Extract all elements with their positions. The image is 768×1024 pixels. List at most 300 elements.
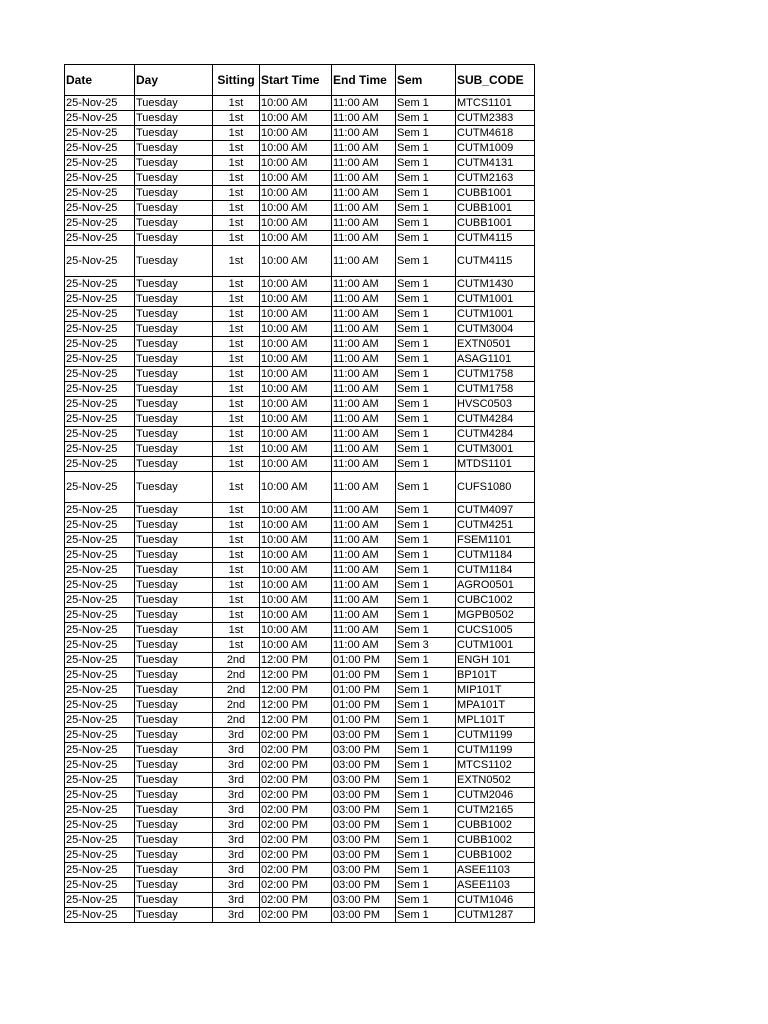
day-cell: Tuesday bbox=[135, 322, 213, 337]
sem-cell: Sem 1 bbox=[396, 126, 456, 141]
end-time-cell: 11:00 AM bbox=[332, 518, 396, 533]
date-cell: 25-Nov-25 bbox=[65, 638, 135, 653]
sitting-cell: 3rd bbox=[213, 818, 260, 833]
date-cell: 25-Nov-25 bbox=[65, 623, 135, 638]
end-time-cell: 11:00 AM bbox=[332, 367, 396, 382]
start-time-cell: 10:00 AM bbox=[260, 427, 332, 442]
start-time-cell: 10:00 AM bbox=[260, 156, 332, 171]
start-time-cell: 02:00 PM bbox=[260, 758, 332, 773]
table-row bbox=[65, 683, 535, 698]
day-cell: Tuesday bbox=[135, 367, 213, 382]
start-time-cell: 10:00 AM bbox=[260, 382, 332, 397]
sem-cell: Sem 1 bbox=[396, 156, 456, 171]
table-row bbox=[65, 623, 535, 638]
day-cell: Tuesday bbox=[135, 503, 213, 518]
sem-cell: Sem 1 bbox=[396, 788, 456, 803]
sitting-cell: 3rd bbox=[213, 758, 260, 773]
start-time-cell: 02:00 PM bbox=[260, 803, 332, 818]
sitting-cell: 3rd bbox=[213, 848, 260, 863]
sub-code-cell: CUCS1005 bbox=[456, 623, 535, 638]
sub-code-cell: CUBB1001 bbox=[456, 186, 535, 201]
sitting-cell: 1st bbox=[213, 593, 260, 608]
day-cell: Tuesday bbox=[135, 111, 213, 126]
day-cell: Tuesday bbox=[135, 472, 213, 503]
sem-cell: Sem 1 bbox=[396, 818, 456, 833]
end-time-cell: 03:00 PM bbox=[332, 863, 396, 878]
sem-cell: Sem 1 bbox=[396, 803, 456, 818]
table-row bbox=[65, 593, 535, 608]
end-time-cell: 11:00 AM bbox=[332, 292, 396, 307]
table-row bbox=[65, 893, 535, 908]
sitting-cell: 1st bbox=[213, 382, 260, 397]
date-cell: 25-Nov-25 bbox=[65, 427, 135, 442]
table-row bbox=[65, 156, 535, 171]
sem-cell: Sem 1 bbox=[396, 397, 456, 412]
start-time-cell: 02:00 PM bbox=[260, 818, 332, 833]
sem-cell: Sem 1 bbox=[396, 758, 456, 773]
sem-cell: Sem 1 bbox=[396, 593, 456, 608]
sitting-cell: 1st bbox=[213, 623, 260, 638]
sitting-cell: 1st bbox=[213, 337, 260, 352]
date-cell: 25-Nov-25 bbox=[65, 216, 135, 231]
date-cell: 25-Nov-25 bbox=[65, 171, 135, 186]
day-cell: Tuesday bbox=[135, 908, 213, 923]
table-row bbox=[65, 743, 535, 758]
sitting-cell: 1st bbox=[213, 457, 260, 472]
sub-code-cell: ENGH 101 bbox=[456, 653, 535, 668]
sem-cell: Sem 1 bbox=[396, 623, 456, 638]
end-time-cell: 11:00 AM bbox=[332, 593, 396, 608]
end-time-cell: 01:00 PM bbox=[332, 653, 396, 668]
sitting-cell: 2nd bbox=[213, 653, 260, 668]
table-row bbox=[65, 292, 535, 307]
sem-cell: Sem 1 bbox=[396, 563, 456, 578]
sitting-cell: 1st bbox=[213, 171, 260, 186]
table-body bbox=[65, 96, 535, 923]
sitting-cell: 1st bbox=[213, 156, 260, 171]
date-cell: 25-Nov-25 bbox=[65, 518, 135, 533]
table-row bbox=[65, 578, 535, 593]
sem-cell: Sem 1 bbox=[396, 457, 456, 472]
table-row bbox=[65, 412, 535, 427]
sub-code-cell: HVSC0503 bbox=[456, 397, 535, 412]
date-cell: 25-Nov-25 bbox=[65, 908, 135, 923]
day-cell: Tuesday bbox=[135, 382, 213, 397]
sub-code-cell: CUTM4618 bbox=[456, 126, 535, 141]
sub-code-cell: EXTN0502 bbox=[456, 773, 535, 788]
end-time-cell: 11:00 AM bbox=[332, 231, 396, 246]
date-cell: 25-Nov-25 bbox=[65, 367, 135, 382]
sitting-cell: 3rd bbox=[213, 893, 260, 908]
table-row bbox=[65, 322, 535, 337]
start-time-cell: 02:00 PM bbox=[260, 908, 332, 923]
day-cell: Tuesday bbox=[135, 698, 213, 713]
date-cell: 25-Nov-25 bbox=[65, 186, 135, 201]
sitting-cell: 3rd bbox=[213, 833, 260, 848]
sub-code-cell: CUTM1184 bbox=[456, 563, 535, 578]
start-time-cell: 10:00 AM bbox=[260, 186, 332, 201]
end-time-cell: 01:00 PM bbox=[332, 698, 396, 713]
sitting-cell: 1st bbox=[213, 111, 260, 126]
end-time-cell: 11:00 AM bbox=[332, 156, 396, 171]
sitting-cell: 2nd bbox=[213, 668, 260, 683]
start-time-cell: 10:00 AM bbox=[260, 457, 332, 472]
start-time-cell: 10:00 AM bbox=[260, 231, 332, 246]
sem-cell: Sem 1 bbox=[396, 352, 456, 367]
sub-code-cell: CUBC1002 bbox=[456, 593, 535, 608]
sem-cell: Sem 1 bbox=[396, 713, 456, 728]
table-row bbox=[65, 307, 535, 322]
date-cell: 25-Nov-25 bbox=[65, 863, 135, 878]
sub-code-cell: CUTM4131 bbox=[456, 156, 535, 171]
day-cell: Tuesday bbox=[135, 713, 213, 728]
sem-cell: Sem 1 bbox=[396, 533, 456, 548]
sem-cell: Sem 1 bbox=[396, 743, 456, 758]
end-time-cell: 11:00 AM bbox=[332, 503, 396, 518]
date-cell: 25-Nov-25 bbox=[65, 548, 135, 563]
start-time-cell: 02:00 PM bbox=[260, 788, 332, 803]
sub-code-cell: CUBB1002 bbox=[456, 818, 535, 833]
sem-cell: Sem 1 bbox=[396, 412, 456, 427]
header-start-time: Start Time bbox=[260, 65, 332, 96]
sem-cell: Sem 1 bbox=[396, 908, 456, 923]
day-cell: Tuesday bbox=[135, 277, 213, 292]
start-time-cell: 10:00 AM bbox=[260, 277, 332, 292]
day-cell: Tuesday bbox=[135, 292, 213, 307]
day-cell: Tuesday bbox=[135, 788, 213, 803]
date-cell: 25-Nov-25 bbox=[65, 578, 135, 593]
sub-code-cell: CUTM1758 bbox=[456, 382, 535, 397]
sitting-cell: 1st bbox=[213, 563, 260, 578]
sem-cell: Sem 1 bbox=[396, 171, 456, 186]
sub-code-cell: CUTM1430 bbox=[456, 277, 535, 292]
sem-cell: Sem 1 bbox=[396, 578, 456, 593]
date-cell: 25-Nov-25 bbox=[65, 141, 135, 156]
date-cell: 25-Nov-25 bbox=[65, 653, 135, 668]
sub-code-cell: CUTM1046 bbox=[456, 893, 535, 908]
sub-code-cell: CUTM1009 bbox=[456, 141, 535, 156]
end-time-cell: 01:00 PM bbox=[332, 683, 396, 698]
date-cell: 25-Nov-25 bbox=[65, 397, 135, 412]
sub-code-cell: MPA101T bbox=[456, 698, 535, 713]
sem-cell: Sem 1 bbox=[396, 216, 456, 231]
sitting-cell: 1st bbox=[213, 307, 260, 322]
end-time-cell: 11:00 AM bbox=[332, 638, 396, 653]
day-cell: Tuesday bbox=[135, 893, 213, 908]
sub-code-cell: CUTM1184 bbox=[456, 548, 535, 563]
sem-cell: Sem 1 bbox=[396, 231, 456, 246]
start-time-cell: 10:00 AM bbox=[260, 608, 332, 623]
end-time-cell: 03:00 PM bbox=[332, 803, 396, 818]
sub-code-cell: CUTM4115 bbox=[456, 246, 535, 277]
sitting-cell: 2nd bbox=[213, 713, 260, 728]
sem-cell: Sem 1 bbox=[396, 307, 456, 322]
sem-cell: Sem 1 bbox=[396, 472, 456, 503]
start-time-cell: 10:00 AM bbox=[260, 246, 332, 277]
end-time-cell: 11:00 AM bbox=[332, 171, 396, 186]
start-time-cell: 10:00 AM bbox=[260, 518, 332, 533]
day-cell: Tuesday bbox=[135, 126, 213, 141]
end-time-cell: 11:00 AM bbox=[332, 307, 396, 322]
day-cell: Tuesday bbox=[135, 593, 213, 608]
start-time-cell: 10:00 AM bbox=[260, 412, 332, 427]
sub-code-cell: CUTM1001 bbox=[456, 638, 535, 653]
sub-code-cell: MPL101T bbox=[456, 713, 535, 728]
day-cell: Tuesday bbox=[135, 96, 213, 111]
start-time-cell: 10:00 AM bbox=[260, 533, 332, 548]
sitting-cell: 1st bbox=[213, 427, 260, 442]
table-row bbox=[65, 503, 535, 518]
date-cell: 25-Nov-25 bbox=[65, 352, 135, 367]
date-cell: 25-Nov-25 bbox=[65, 442, 135, 457]
sem-cell: Sem 1 bbox=[396, 292, 456, 307]
sitting-cell: 1st bbox=[213, 231, 260, 246]
day-cell: Tuesday bbox=[135, 623, 213, 638]
start-time-cell: 10:00 AM bbox=[260, 111, 332, 126]
start-time-cell: 12:00 PM bbox=[260, 668, 332, 683]
table-row bbox=[65, 728, 535, 743]
date-cell: 25-Nov-25 bbox=[65, 307, 135, 322]
sub-code-cell: CUTM4251 bbox=[456, 518, 535, 533]
day-cell: Tuesday bbox=[135, 352, 213, 367]
sub-code-cell: CUTM2046 bbox=[456, 788, 535, 803]
date-cell: 25-Nov-25 bbox=[65, 593, 135, 608]
date-cell: 25-Nov-25 bbox=[65, 533, 135, 548]
sitting-cell: 3rd bbox=[213, 803, 260, 818]
table-row bbox=[65, 201, 535, 216]
day-cell: Tuesday bbox=[135, 728, 213, 743]
sitting-cell: 1st bbox=[213, 352, 260, 367]
date-cell: 25-Nov-25 bbox=[65, 457, 135, 472]
table-row bbox=[65, 668, 535, 683]
start-time-cell: 10:00 AM bbox=[260, 578, 332, 593]
start-time-cell: 10:00 AM bbox=[260, 96, 332, 111]
table-row bbox=[65, 863, 535, 878]
day-cell: Tuesday bbox=[135, 201, 213, 216]
sitting-cell: 1st bbox=[213, 186, 260, 201]
date-cell: 25-Nov-25 bbox=[65, 773, 135, 788]
end-time-cell: 03:00 PM bbox=[332, 743, 396, 758]
end-time-cell: 03:00 PM bbox=[332, 758, 396, 773]
table-row bbox=[65, 231, 535, 246]
header-end-time: End Time bbox=[332, 65, 396, 96]
start-time-cell: 12:00 PM bbox=[260, 653, 332, 668]
start-time-cell: 02:00 PM bbox=[260, 848, 332, 863]
end-time-cell: 03:00 PM bbox=[332, 893, 396, 908]
sitting-cell: 1st bbox=[213, 442, 260, 457]
sitting-cell: 3rd bbox=[213, 908, 260, 923]
end-time-cell: 11:00 AM bbox=[332, 246, 396, 277]
sub-code-cell: CUBB1001 bbox=[456, 216, 535, 231]
start-time-cell: 10:00 AM bbox=[260, 593, 332, 608]
end-time-cell: 11:00 AM bbox=[332, 548, 396, 563]
sub-code-cell: MTCS1102 bbox=[456, 758, 535, 773]
end-time-cell: 03:00 PM bbox=[332, 848, 396, 863]
sitting-cell: 1st bbox=[213, 246, 260, 277]
start-time-cell: 10:00 AM bbox=[260, 201, 332, 216]
table-row bbox=[65, 638, 535, 653]
sem-cell: Sem 1 bbox=[396, 367, 456, 382]
sub-code-cell: BP101T bbox=[456, 668, 535, 683]
table-row bbox=[65, 758, 535, 773]
date-cell: 25-Nov-25 bbox=[65, 803, 135, 818]
end-time-cell: 11:00 AM bbox=[332, 563, 396, 578]
sitting-cell: 2nd bbox=[213, 698, 260, 713]
day-cell: Tuesday bbox=[135, 743, 213, 758]
sub-code-cell: ASEE1103 bbox=[456, 863, 535, 878]
table-row bbox=[65, 382, 535, 397]
end-time-cell: 11:00 AM bbox=[332, 412, 396, 427]
sem-cell: Sem 1 bbox=[396, 878, 456, 893]
start-time-cell: 10:00 AM bbox=[260, 503, 332, 518]
table-row bbox=[65, 397, 535, 412]
sitting-cell: 1st bbox=[213, 638, 260, 653]
date-cell: 25-Nov-25 bbox=[65, 683, 135, 698]
day-cell: Tuesday bbox=[135, 141, 213, 156]
sub-code-cell: AGRO0501 bbox=[456, 578, 535, 593]
table-row bbox=[65, 352, 535, 367]
table-row bbox=[65, 186, 535, 201]
start-time-cell: 02:00 PM bbox=[260, 773, 332, 788]
day-cell: Tuesday bbox=[135, 848, 213, 863]
sub-code-cell: CUTM2165 bbox=[456, 803, 535, 818]
date-cell: 25-Nov-25 bbox=[65, 322, 135, 337]
sub-code-cell: EXTN0501 bbox=[456, 337, 535, 352]
day-cell: Tuesday bbox=[135, 307, 213, 322]
sitting-cell: 3rd bbox=[213, 863, 260, 878]
end-time-cell: 11:00 AM bbox=[332, 277, 396, 292]
sub-code-cell: ASEE1103 bbox=[456, 878, 535, 893]
date-cell: 25-Nov-25 bbox=[65, 788, 135, 803]
header-sub-code: SUB_CODE bbox=[456, 65, 535, 96]
sub-code-cell: CUTM3001 bbox=[456, 442, 535, 457]
header-day: Day bbox=[135, 65, 213, 96]
start-time-cell: 10:00 AM bbox=[260, 337, 332, 352]
end-time-cell: 11:00 AM bbox=[332, 337, 396, 352]
sem-cell: Sem 1 bbox=[396, 322, 456, 337]
sem-cell: Sem 1 bbox=[396, 848, 456, 863]
start-time-cell: 02:00 PM bbox=[260, 833, 332, 848]
end-time-cell: 03:00 PM bbox=[332, 818, 396, 833]
end-time-cell: 11:00 AM bbox=[332, 623, 396, 638]
start-time-cell: 10:00 AM bbox=[260, 623, 332, 638]
sitting-cell: 2nd bbox=[213, 683, 260, 698]
sem-cell: Sem 1 bbox=[396, 863, 456, 878]
sub-code-cell: CUTM1001 bbox=[456, 307, 535, 322]
sitting-cell: 1st bbox=[213, 518, 260, 533]
end-time-cell: 11:00 AM bbox=[332, 126, 396, 141]
start-time-cell: 02:00 PM bbox=[260, 878, 332, 893]
day-cell: Tuesday bbox=[135, 231, 213, 246]
date-cell: 25-Nov-25 bbox=[65, 412, 135, 427]
table-row bbox=[65, 96, 535, 111]
table-row bbox=[65, 803, 535, 818]
sub-code-cell: CUTM4097 bbox=[456, 503, 535, 518]
sitting-cell: 1st bbox=[213, 141, 260, 156]
end-time-cell: 01:00 PM bbox=[332, 713, 396, 728]
day-cell: Tuesday bbox=[135, 518, 213, 533]
sitting-cell: 1st bbox=[213, 201, 260, 216]
sub-code-cell: CUBB1002 bbox=[456, 833, 535, 848]
start-time-cell: 10:00 AM bbox=[260, 397, 332, 412]
date-cell: 25-Nov-25 bbox=[65, 246, 135, 277]
day-cell: Tuesday bbox=[135, 216, 213, 231]
day-cell: Tuesday bbox=[135, 337, 213, 352]
end-time-cell: 11:00 AM bbox=[332, 322, 396, 337]
date-cell: 25-Nov-25 bbox=[65, 292, 135, 307]
sitting-cell: 1st bbox=[213, 503, 260, 518]
date-cell: 25-Nov-25 bbox=[65, 337, 135, 352]
sub-code-cell: CUTM1001 bbox=[456, 292, 535, 307]
sitting-cell: 1st bbox=[213, 367, 260, 382]
day-cell: Tuesday bbox=[135, 608, 213, 623]
date-cell: 25-Nov-25 bbox=[65, 277, 135, 292]
sem-cell: Sem 1 bbox=[396, 246, 456, 277]
sem-cell: Sem 1 bbox=[396, 548, 456, 563]
table-row bbox=[65, 442, 535, 457]
sub-code-cell: CUTM2383 bbox=[456, 111, 535, 126]
end-time-cell: 11:00 AM bbox=[332, 578, 396, 593]
end-time-cell: 11:00 AM bbox=[332, 141, 396, 156]
start-time-cell: 02:00 PM bbox=[260, 728, 332, 743]
date-cell: 25-Nov-25 bbox=[65, 111, 135, 126]
date-cell: 25-Nov-25 bbox=[65, 743, 135, 758]
table-row bbox=[65, 653, 535, 668]
header-sem: Sem bbox=[396, 65, 456, 96]
table-row bbox=[65, 533, 535, 548]
table-row bbox=[65, 833, 535, 848]
sem-cell: Sem 1 bbox=[396, 728, 456, 743]
sub-code-cell: CUTM1199 bbox=[456, 728, 535, 743]
sitting-cell: 1st bbox=[213, 548, 260, 563]
end-time-cell: 03:00 PM bbox=[332, 728, 396, 743]
day-cell: Tuesday bbox=[135, 563, 213, 578]
start-time-cell: 10:00 AM bbox=[260, 126, 332, 141]
sem-cell: Sem 1 bbox=[396, 337, 456, 352]
table-row bbox=[65, 878, 535, 893]
end-time-cell: 11:00 AM bbox=[332, 397, 396, 412]
sem-cell: Sem 1 bbox=[396, 518, 456, 533]
sub-code-cell: CUTM1758 bbox=[456, 367, 535, 382]
sitting-cell: 1st bbox=[213, 533, 260, 548]
date-cell: 25-Nov-25 bbox=[65, 848, 135, 863]
end-time-cell: 03:00 PM bbox=[332, 908, 396, 923]
table-row bbox=[65, 427, 535, 442]
sub-code-cell: CUTM1199 bbox=[456, 743, 535, 758]
start-time-cell: 10:00 AM bbox=[260, 141, 332, 156]
header-date: Date bbox=[65, 65, 135, 96]
sub-code-cell: CUBB1001 bbox=[456, 201, 535, 216]
start-time-cell: 10:00 AM bbox=[260, 563, 332, 578]
end-time-cell: 11:00 AM bbox=[332, 186, 396, 201]
day-cell: Tuesday bbox=[135, 186, 213, 201]
sem-cell: Sem 1 bbox=[396, 503, 456, 518]
table-row bbox=[65, 472, 535, 503]
day-cell: Tuesday bbox=[135, 533, 213, 548]
start-time-cell: 10:00 AM bbox=[260, 548, 332, 563]
day-cell: Tuesday bbox=[135, 427, 213, 442]
sub-code-cell: MTDS1101 bbox=[456, 457, 535, 472]
sitting-cell: 1st bbox=[213, 608, 260, 623]
end-time-cell: 11:00 AM bbox=[332, 352, 396, 367]
sitting-cell: 1st bbox=[213, 96, 260, 111]
date-cell: 25-Nov-25 bbox=[65, 713, 135, 728]
day-cell: Tuesday bbox=[135, 818, 213, 833]
end-time-cell: 11:00 AM bbox=[332, 382, 396, 397]
start-time-cell: 10:00 AM bbox=[260, 442, 332, 457]
end-time-cell: 01:00 PM bbox=[332, 668, 396, 683]
sem-cell: Sem 1 bbox=[396, 833, 456, 848]
